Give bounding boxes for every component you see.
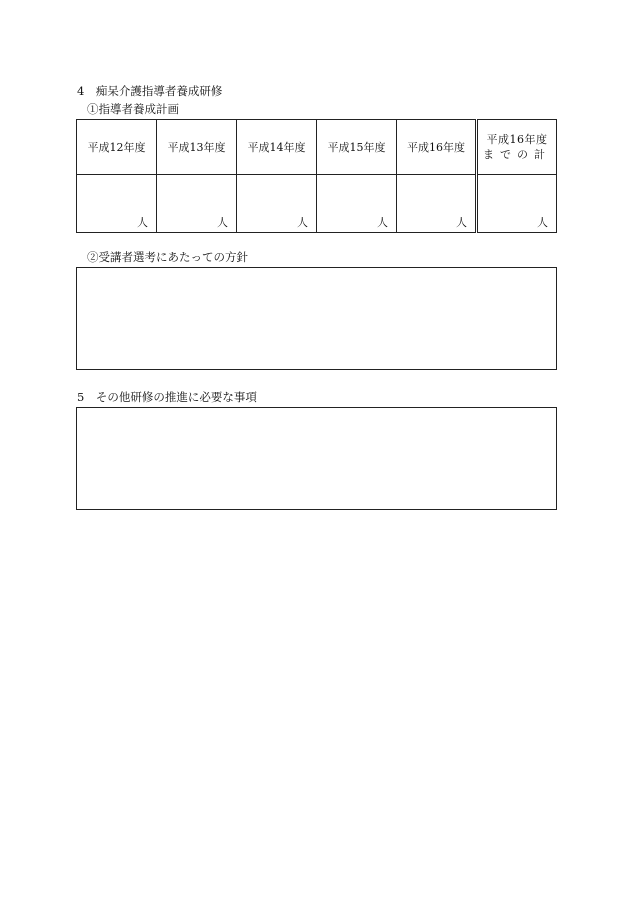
other-matters-box[interactable] [76, 407, 557, 510]
section-4-heading: 4 痴呆介護指導者養成研修 [77, 84, 223, 98]
total-header-line1: 平成16年度 [486, 133, 548, 146]
count-cell-h15[interactable]: 人 [317, 175, 397, 233]
year-header-h14: 平成14年度 [237, 120, 317, 175]
trainer-plan-heading: ①指導者養成計画 [87, 102, 179, 116]
selection-policy-box[interactable] [76, 267, 557, 370]
total-header-label [483, 132, 551, 162]
selection-policy-heading: ②受講者選考にあたっての方針 [87, 250, 248, 264]
count-cell-total[interactable]: 人 [477, 175, 557, 233]
table-value-row [77, 175, 557, 233]
table-header-row [77, 120, 557, 175]
count-cell-h16[interactable]: 人 [397, 175, 477, 233]
total-header-line2: までの計 [483, 148, 551, 161]
year-header-h13: 平成13年度 [157, 120, 237, 175]
section-5-heading: 5 その他研修の推進に必要な事項 [77, 390, 257, 404]
year-header-h12: 平成12年度 [77, 120, 157, 175]
count-cell-h14[interactable]: 人 [237, 175, 317, 233]
year-header-h15: 平成15年度 [317, 120, 397, 175]
trainer-plan-table [76, 119, 557, 233]
count-cell-h12[interactable]: 人 [77, 175, 157, 233]
year-header-h16: 平成16年度 [397, 120, 477, 175]
count-cell-h13[interactable]: 人 [157, 175, 237, 233]
total-header [477, 120, 557, 175]
